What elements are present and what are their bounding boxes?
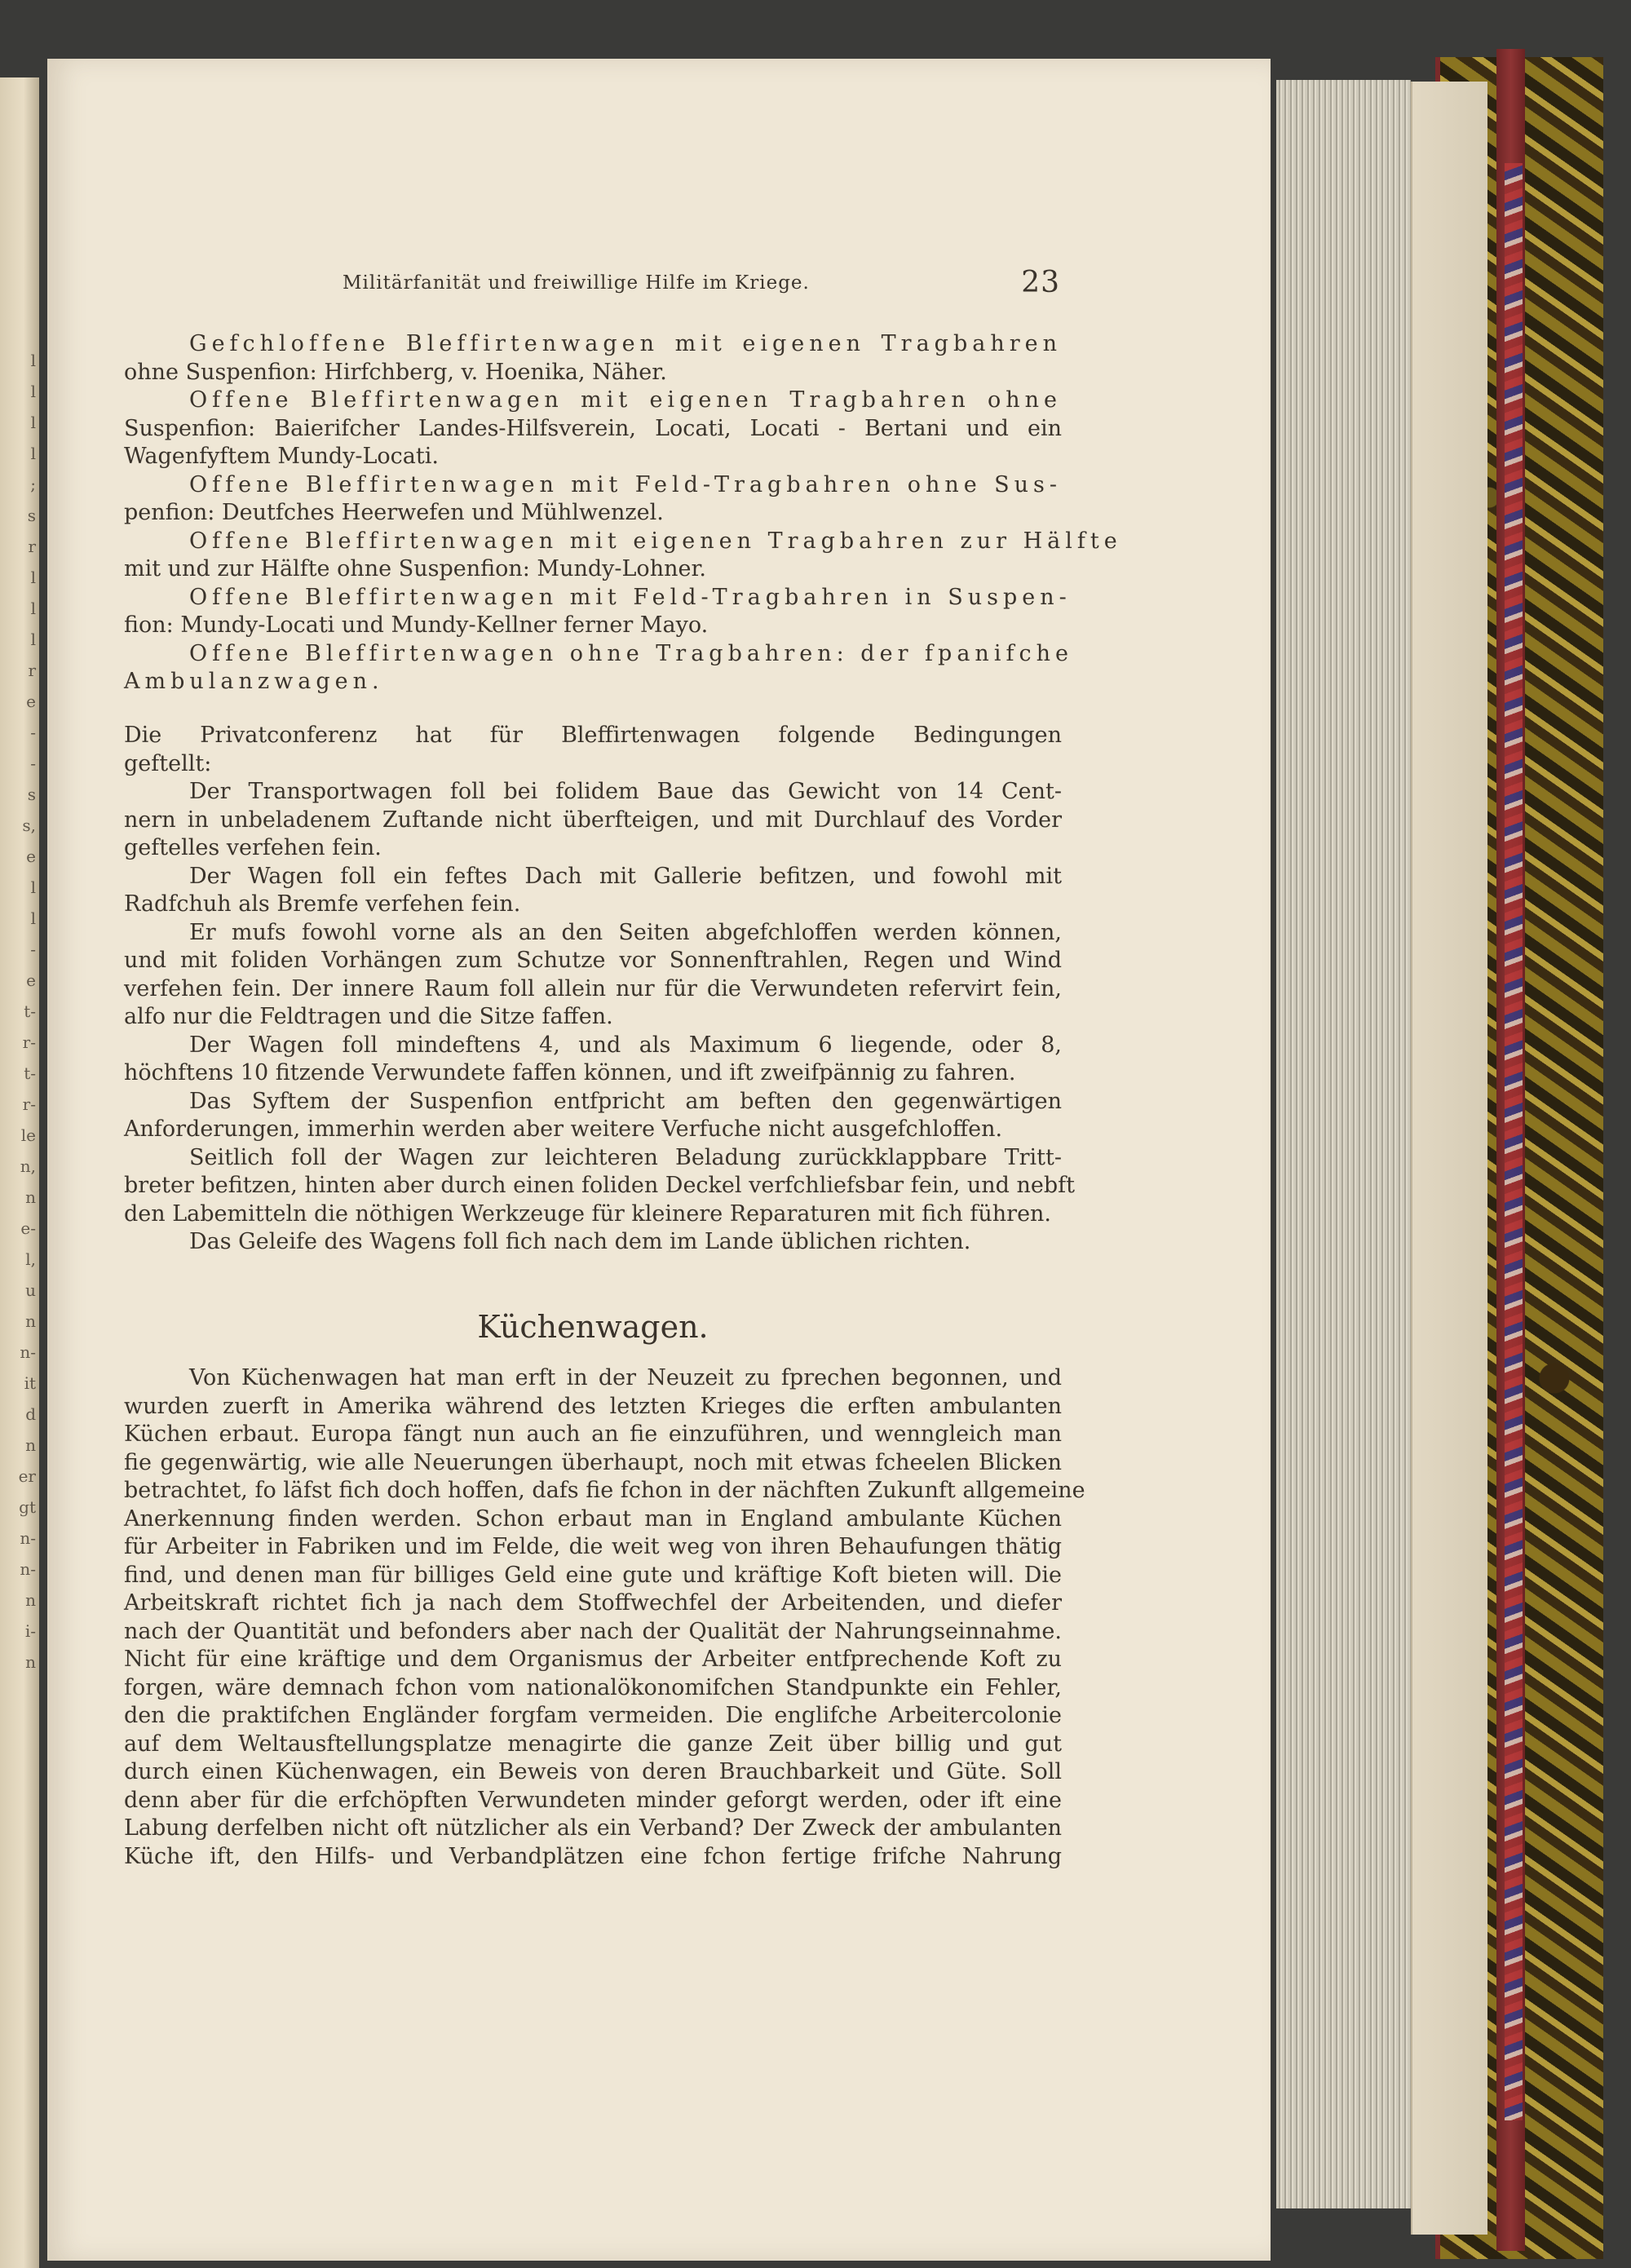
- text-line: Seitlich foll der Wagen zur leichteren Beladung zurückklappbare Tritt-: [189, 1144, 1062, 1170]
- facing-page-fragment: e: [26, 692, 36, 711]
- text-line: Küchen erbaut. Europa fängt nun auch an fie einzuführen, und wenngleich man: [124, 1421, 1062, 1447]
- facing-page-fragment: l,: [25, 1249, 36, 1269]
- text-line: Ambulanzwagen.: [124, 669, 384, 694]
- text-line: verfehen fein. Der innere Raum foll allein nur für die Verwundeten refervirt fein,: [124, 975, 1062, 1001]
- facing-page-fragment: n,: [20, 1156, 36, 1176]
- text-line: höchftens 10 fitzende Verwundete faffen können, und ift zweifpännig zu fahren.: [124, 1060, 1016, 1085]
- text-line: breter befitzen, hinten aber durch einen foliden Deckel verfchliefsbar fein, und nebft: [124, 1173, 1076, 1198]
- facing-page-fragment: s: [27, 785, 36, 804]
- section-heading-wrap: [124, 1302, 1062, 1351]
- running-title: Militärfanität und freiwillige Hilfe im Kriege.: [343, 272, 810, 294]
- text-line: für Arbeiter in Fabriken und im Felde, die weit weg von ihren Behaufungen thätig: [124, 1534, 1062, 1559]
- text-line: Offene Bleffirtenwagen mit Feld-Tragbahren ohne Sus-: [189, 471, 1062, 497]
- facing-page-fragment: r: [28, 537, 36, 556]
- text-line: Wagenfyftem Mundy-Locati.: [124, 444, 439, 469]
- text-line: Von Küchenwagen hat man erft in der Neuzeit zu fprechen begonnen, und: [189, 1365, 1062, 1390]
- facing-page-fragment: n: [25, 1590, 36, 1610]
- facing-page-fragment: n-: [20, 1528, 36, 1548]
- text-line: fion: Mundy-Locati und Mundy-Kellner ferner Mayo.: [124, 612, 709, 638]
- facing-page-fragment: l: [30, 382, 36, 401]
- text-line: ohne Suspenfion: Hirfchberg, v. Hoenika, Näher.: [124, 359, 667, 385]
- page-stack: [1276, 80, 1411, 2208]
- text-line: Offene Bleffirtenwagen ohne Tragbahren: der fpanifche: [189, 640, 1073, 666]
- facing-page-fragment: s: [27, 506, 36, 525]
- facing-page-fragment: n: [25, 1311, 36, 1331]
- text-line: mit und zur Hälfte ohne Suspenfion: Mundy-Lohner.: [124, 556, 706, 581]
- section-heading: Küchenwagen.: [477, 1309, 709, 1345]
- facing-page-fragment: e: [26, 847, 36, 866]
- text-line: und mit foliden Vorhängen zum Schutze vor Sonnenftrahlen, Regen und Wind: [124, 948, 1062, 973]
- text-line: den die praktifchen Engländer forgfam vermeiden. Die englifche Arbeitercolonie: [124, 1703, 1062, 1728]
- text-line: Arbeitskraft richtet fich ja nach dem Stoffwechfel der Arbeitenden, und diefer: [124, 1590, 1062, 1616]
- text-line: Der Wagen foll mindeftens 4, und als Maximum 6 liegende, oder 8,: [189, 1032, 1062, 1058]
- text-line: fie gegenwärtig, wie alle Neuerungen überhaupt, noch mit etwas fcheelen Blicken: [124, 1449, 1062, 1475]
- text-line: geftelles verfehen fein.: [124, 835, 382, 860]
- text-line: Küche ift, den Hilfs- und Verbandplätzen eine fchon fertige frifche Nahrung: [124, 1843, 1062, 1869]
- facing-page-fragment: l: [30, 351, 36, 370]
- text-line: Gefchloffene Bleffirtenwagen mit eigenen Tragbahren: [189, 331, 1062, 356]
- text-line: Offene Bleffirtenwagen mit eigenen Tragbahren zur Hälfte: [189, 528, 1122, 554]
- text-line: Anerkennung finden werden. Schon erbaut man in England ambulante Küchen: [124, 1505, 1062, 1532]
- facing-page-fragment: gt: [19, 1497, 36, 1517]
- facing-page-fragment: l: [30, 909, 36, 928]
- facing-page-fragment: -: [30, 754, 36, 773]
- facing-page-fragment: -: [30, 723, 36, 742]
- text-line: Das Syftem der Suspenfion entfpricht am beften den gegenwärtigen: [189, 1088, 1062, 1114]
- text-line: forgen, wäre demnach fchon vom nationalökonomifchen Standpunkte ein Fehler,: [124, 1674, 1062, 1700]
- facing-page-fragment: e: [26, 970, 36, 990]
- kitchen-wagon-text: [124, 1364, 1085, 1871]
- text-line: nach der Quantität und befonders aber nach der Qualität der Nahrungseinnahme.: [124, 1618, 1062, 1644]
- facing-page-fragment: i-: [24, 1621, 36, 1641]
- text-line: Offene Bleffirtenwagen mit eigenen Tragbahren ohne: [189, 387, 1062, 413]
- text-line: Anforderungen, immerhin werden aber weitere Verfuche nicht ausgefchloffen.: [124, 1116, 1003, 1142]
- facing-page-fragment: e-: [20, 1218, 36, 1238]
- facing-page-fragment: r-: [22, 1094, 36, 1114]
- text-line: Nicht für eine kräftige und dem Organismus der Arbeiter entfprechende Koft zu: [124, 1647, 1062, 1672]
- facing-page-fragment: n-: [20, 1342, 36, 1362]
- facing-page-fragment: r-: [22, 1032, 36, 1052]
- facing-page-fragment: l: [30, 444, 36, 463]
- text-line: Das Geleife des Wagens foll fich nach dem im Lande üblichen richten.: [189, 1229, 971, 1254]
- text-line: Der Wagen foll ein feftes Dach mit Gallerie befitzen, und fowohl mit: [189, 863, 1062, 889]
- text-line: denn aber für die erfchöpften Verwundeten minder geforgt werden, oder ift eine: [124, 1787, 1062, 1813]
- facing-page-fragment: le: [20, 1125, 36, 1145]
- facing-page-fragment: n: [25, 1435, 36, 1455]
- facing-page-fragment: l: [30, 413, 36, 432]
- facing-page-fragment: -: [30, 939, 36, 959]
- text-line: durch einen Küchenwagen, ein Beweis von deren Brauchbarkeit und Güte. Soll: [124, 1759, 1062, 1784]
- facing-page-fragment: l: [30, 630, 36, 649]
- wagon-list: [124, 330, 1122, 696]
- text-line: Der Transportwagen foll bei folidem Baue das Gewicht von 14 Cent-: [189, 779, 1062, 804]
- conference-conditions: [124, 722, 1076, 1257]
- facing-page-fragment: l: [30, 568, 36, 587]
- text-line: wurden zuerft in Amerika während des letzten Krieges die erften ambulanten: [124, 1393, 1062, 1419]
- cover-edge-marble: [1505, 163, 1523, 2120]
- page-stack-outer: [1411, 82, 1487, 2235]
- facing-page-fragment: n: [25, 1187, 36, 1207]
- facing-page-fragment: t-: [24, 1001, 36, 1021]
- text-line: nern in unbeladenem Zuftande nicht überfteigen, und mit Durchlauf des Vorder: [124, 807, 1062, 833]
- facing-page-fragment: er: [18, 1466, 36, 1486]
- text-line: betrachtet, fo läfst fich doch hoffen, dafs fie fchon in der nächften Zukunft allgemeine: [124, 1478, 1085, 1503]
- page-number: 23: [1021, 266, 1060, 299]
- text-line: auf dem Weltausftellungsplatze menagirte die ganze Zeit über billig und gut: [124, 1731, 1062, 1757]
- text-line: Labung derfelben nicht oft nützlicher als ein Verband? Der Zweck der ambulanten: [124, 1815, 1062, 1841]
- text-line: geftellt:: [124, 750, 212, 776]
- text-line: Die Privatconferenz hat für Bleffirtenwagen folgende Bedingungen: [124, 723, 1062, 748]
- facing-page-fragment: it: [24, 1373, 36, 1393]
- facing-page-fragment: u: [25, 1280, 36, 1300]
- text-line: Offene Bleffirtenwagen mit Feld-Tragbahren in Suspen-: [189, 584, 1072, 610]
- text-line: alfo nur die Feldtragen und die Sitze faffen.: [124, 1004, 613, 1029]
- text-line: Radfchuh als Bremfe verfehen fein.: [124, 891, 521, 917]
- text-line: Suspenfion: Baierifcher Landes-Hilfsverein, Locati, Locati - Bertani und ein: [124, 415, 1062, 441]
- facing-page-fragment: d: [25, 1404, 36, 1424]
- text-line: penfion: Deutfches Heerwefen und Mühlwenzel.: [124, 500, 664, 525]
- facing-page-fragment: s,: [22, 816, 36, 835]
- text-line: Er mufs fowohl vorne als an den Seiten abgefchloffen werden können,: [189, 919, 1062, 945]
- facing-page-fragment: n-: [20, 1559, 36, 1579]
- facing-page-fragment: l: [30, 878, 36, 897]
- facing-page-fragment: t-: [24, 1063, 36, 1083]
- text-line: find, und denen man für billiges Geld eine gute und kräftige Koft bieten will. Die: [124, 1562, 1062, 1588]
- facing-page-fragment: ;: [30, 475, 36, 494]
- facing-page-fragment: l: [30, 599, 36, 618]
- facing-page-fragment: n: [25, 1652, 36, 1672]
- facing-page-fragment: r: [28, 661, 36, 680]
- text-line: den Labemitteln die nöthigen Werkzeuge für kleinere Reparaturen mit fich führen.: [124, 1200, 1052, 1227]
